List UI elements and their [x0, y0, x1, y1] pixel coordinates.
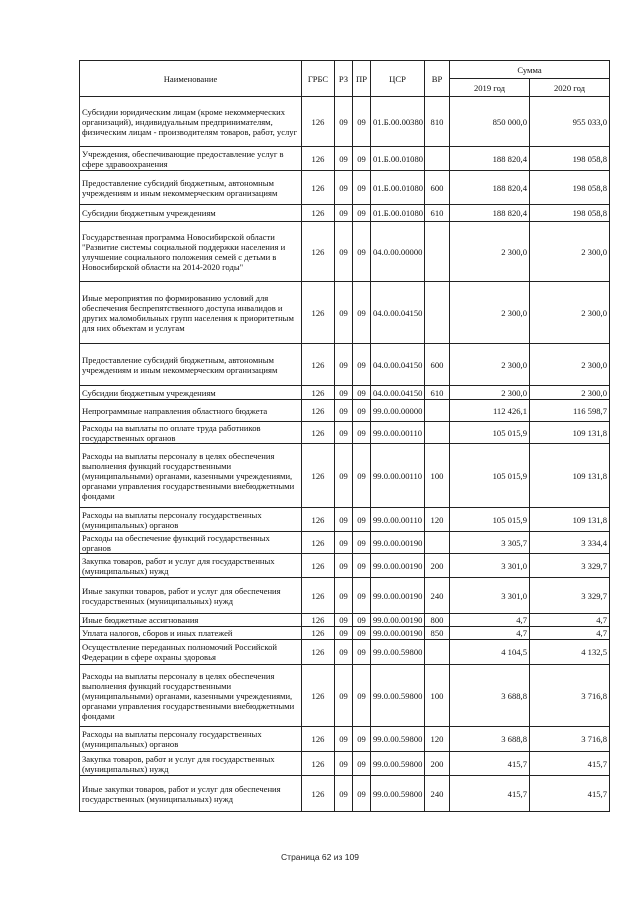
cell-2020: 955 033,0 [530, 97, 610, 147]
table-row [80, 532, 610, 554]
cell-2019: 415,7 [450, 776, 530, 812]
cell-csr: 99.0.00.00190 [371, 532, 425, 554]
cell-name: Непрограммные направления областного бюджета [80, 400, 302, 422]
cell-csr: 04.0.00.04150 [371, 386, 425, 400]
cell-2019: 3 301,0 [450, 578, 530, 614]
cell-grbs: 126 [302, 205, 335, 222]
table-row [80, 147, 610, 171]
cell-rz: 09 [335, 532, 353, 554]
cell-name: Субсидии бюджетным учреждениям [80, 205, 302, 222]
budget-table [79, 60, 610, 812]
header-vr: ВР [425, 61, 450, 97]
cell-grbs: 126 [302, 147, 335, 171]
cell-pr: 09 [353, 578, 371, 614]
page-number: Страница 62 из 109 [281, 852, 359, 862]
table-row [80, 400, 610, 422]
cell-vr: 600 [425, 171, 450, 205]
cell-csr: 99.0.00.00000 [371, 400, 425, 422]
cell-2019: 3 688,8 [450, 665, 530, 727]
cell-csr: 04.0.00.00000 [371, 222, 425, 282]
cell-pr: 09 [353, 752, 371, 776]
cell-rz: 09 [335, 171, 353, 205]
table-row [80, 97, 610, 147]
cell-pr: 09 [353, 422, 371, 444]
cell-rz: 09 [335, 640, 353, 665]
cell-2019: 3 301,0 [450, 554, 530, 578]
cell-2019: 105 015,9 [450, 422, 530, 444]
cell-csr: 99.0.00.00190 [371, 627, 425, 640]
cell-2019: 112 426,1 [450, 400, 530, 422]
table-row [80, 205, 610, 222]
table-row [80, 422, 610, 444]
cell-rz: 09 [335, 627, 353, 640]
cell-rz: 09 [335, 444, 353, 508]
cell-2019: 4,7 [450, 614, 530, 627]
cell-vr: 200 [425, 752, 450, 776]
cell-rz: 09 [335, 400, 353, 422]
table-row [80, 171, 610, 205]
cell-2019: 4 104,5 [450, 640, 530, 665]
cell-2020: 109 131,8 [530, 422, 610, 444]
cell-rz: 09 [335, 727, 353, 752]
cell-2020: 4 132,5 [530, 640, 610, 665]
cell-csr: 99.0.00.00190 [371, 614, 425, 627]
cell-pr: 09 [353, 640, 371, 665]
cell-pr: 09 [353, 147, 371, 171]
cell-2019: 105 015,9 [450, 444, 530, 508]
cell-name: Закупка товаров, работ и услуг для государственных (муниципальных) нужд [80, 554, 302, 578]
cell-2020: 2 300,0 [530, 386, 610, 400]
cell-vr [425, 222, 450, 282]
cell-rz: 09 [335, 614, 353, 627]
cell-grbs: 126 [302, 752, 335, 776]
cell-pr: 09 [353, 386, 371, 400]
table-row [80, 508, 610, 532]
cell-vr: 800 [425, 614, 450, 627]
cell-pr: 09 [353, 727, 371, 752]
cell-name: Закупка товаров, работ и услуг для государственных (муниципальных) нужд [80, 752, 302, 776]
cell-2020: 3 716,8 [530, 727, 610, 752]
cell-pr: 09 [353, 627, 371, 640]
cell-2019: 2 300,0 [450, 344, 530, 386]
cell-grbs: 126 [302, 400, 335, 422]
cell-2020: 4,7 [530, 614, 610, 627]
cell-csr: 99.0.00.59800 [371, 776, 425, 812]
cell-vr: 600 [425, 344, 450, 386]
cell-2020: 3 329,7 [530, 578, 610, 614]
cell-rz: 09 [335, 578, 353, 614]
header-csr: ЦСР [371, 61, 425, 97]
table-row [80, 752, 610, 776]
cell-name: Расходы на выплаты персоналу в целях обеспечения выполнения функций государственными (муниципальными) органами, казенными учреждениями, органами управления государственными внебюджетными фондами [80, 665, 302, 727]
cell-name: Расходы на обеспечение функций государственных органов [80, 532, 302, 554]
cell-grbs: 126 [302, 97, 335, 147]
cell-grbs: 126 [302, 665, 335, 727]
cell-rz: 09 [335, 554, 353, 578]
table-row [80, 627, 610, 640]
cell-pr: 09 [353, 776, 371, 812]
cell-grbs: 126 [302, 386, 335, 400]
cell-2019: 2 300,0 [450, 282, 530, 344]
cell-name: Иные мероприятия по формированию условий для обеспечения беспрепятственного доступа инвалидов и других маломобильных групп населения к приоритетным для них объектам и услугам [80, 282, 302, 344]
cell-grbs: 126 [302, 222, 335, 282]
cell-name: Государственная программа Новосибирской области "Развитие системы социальной поддержки населения и улучшение социального положения семей с детьми в Новосибирской области на 2014-2020 годы" [80, 222, 302, 282]
cell-rz: 09 [335, 97, 353, 147]
cell-name: Предоставление субсидий бюджетным, автономным учреждениям и иным некоммерческим организациям [80, 171, 302, 205]
cell-name: Учреждения, обеспечивающие предоставление услуг в сфере здравоохранения [80, 147, 302, 171]
cell-csr: 01.Б.00.00380 [371, 97, 425, 147]
cell-pr: 09 [353, 97, 371, 147]
cell-pr: 09 [353, 282, 371, 344]
cell-name: Субсидии юридическим лицам (кроме некоммерческих организаций), индивидуальным предпринимателям, физическим лицам - производителям товаров, работ, услуг [80, 97, 302, 147]
table-row [80, 578, 610, 614]
cell-2019: 4,7 [450, 627, 530, 640]
cell-grbs: 126 [302, 627, 335, 640]
cell-pr: 09 [353, 508, 371, 532]
cell-csr: 99.0.00.59800 [371, 752, 425, 776]
cell-rz: 09 [335, 665, 353, 727]
cell-vr [425, 147, 450, 171]
cell-vr [425, 640, 450, 665]
header-rz: РЗ [335, 61, 353, 97]
cell-vr: 240 [425, 578, 450, 614]
table-row [80, 640, 610, 665]
cell-vr: 100 [425, 444, 450, 508]
header-2020: 2020 год [530, 79, 610, 97]
cell-pr: 09 [353, 665, 371, 727]
cell-2019: 2 300,0 [450, 222, 530, 282]
cell-2020: 415,7 [530, 776, 610, 812]
cell-2020: 415,7 [530, 752, 610, 776]
cell-rz: 09 [335, 776, 353, 812]
cell-2019: 3 688,8 [450, 727, 530, 752]
cell-csr: 01.Б.00.01080 [371, 205, 425, 222]
table-row [80, 222, 610, 282]
cell-2020: 198 058,8 [530, 205, 610, 222]
table-row [80, 665, 610, 727]
cell-2019: 188 820,4 [450, 205, 530, 222]
cell-grbs: 126 [302, 578, 335, 614]
cell-csr: 99.0.00.00190 [371, 578, 425, 614]
cell-2020: 109 131,8 [530, 508, 610, 532]
cell-vr [425, 422, 450, 444]
cell-2020: 2 300,0 [530, 282, 610, 344]
cell-2019: 850 000,0 [450, 97, 530, 147]
table-row [80, 444, 610, 508]
cell-vr: 100 [425, 665, 450, 727]
cell-vr [425, 400, 450, 422]
cell-grbs: 126 [302, 727, 335, 752]
header-2019: 2019 год [450, 79, 530, 97]
cell-pr: 09 [353, 344, 371, 386]
cell-csr: 01.Б.00.01080 [371, 171, 425, 205]
cell-grbs: 126 [302, 422, 335, 444]
cell-2020: 198 058,8 [530, 171, 610, 205]
cell-vr: 810 [425, 97, 450, 147]
cell-grbs: 126 [302, 282, 335, 344]
cell-pr: 09 [353, 205, 371, 222]
cell-2020: 198 058,8 [530, 147, 610, 171]
cell-pr: 09 [353, 444, 371, 508]
cell-csr: 01.Б.00.01080 [371, 147, 425, 171]
cell-pr: 09 [353, 614, 371, 627]
cell-vr [425, 282, 450, 344]
cell-name: Предоставление субсидий бюджетным, автономным учреждениям и иным некоммерческим организациям [80, 344, 302, 386]
cell-2019: 2 300,0 [450, 386, 530, 400]
cell-vr: 120 [425, 508, 450, 532]
cell-name: Расходы на выплаты персоналу в целях обеспечения выполнения функций государственными (муниципальными) органами, казенными учреждениями, органами управления государственными внебюджетными фондами [80, 444, 302, 508]
cell-csr: 04.0.00.04150 [371, 344, 425, 386]
cell-rz: 09 [335, 386, 353, 400]
header-sum: Сумма [450, 61, 610, 79]
cell-name: Иные закупки товаров, работ и услуг для обеспечения государственных (муниципальных) нужд [80, 776, 302, 812]
cell-csr: 99.0.00.00110 [371, 422, 425, 444]
table-row [80, 776, 610, 812]
header-pr: ПР [353, 61, 371, 97]
cell-grbs: 126 [302, 344, 335, 386]
cell-rz: 09 [335, 147, 353, 171]
table-body [80, 97, 610, 812]
cell-csr: 99.0.00.59800 [371, 665, 425, 727]
cell-2020: 2 300,0 [530, 222, 610, 282]
cell-csr: 99.0.00.59800 [371, 640, 425, 665]
cell-pr: 09 [353, 171, 371, 205]
cell-2019: 188 820,4 [450, 171, 530, 205]
cell-rz: 09 [335, 422, 353, 444]
cell-csr: 99.0.00.00190 [371, 554, 425, 578]
cell-vr: 200 [425, 554, 450, 578]
cell-2020: 109 131,8 [530, 444, 610, 508]
cell-2019: 3 305,7 [450, 532, 530, 554]
cell-rz: 09 [335, 752, 353, 776]
cell-vr: 120 [425, 727, 450, 752]
cell-2019: 105 015,9 [450, 508, 530, 532]
table-row [80, 554, 610, 578]
table-row [80, 282, 610, 344]
cell-grbs: 126 [302, 640, 335, 665]
cell-grbs: 126 [302, 444, 335, 508]
cell-name: Расходы на выплаты по оплате труда работников государственных органов [80, 422, 302, 444]
cell-name: Расходы на выплаты персоналу государственных (муниципальных) органов [80, 727, 302, 752]
cell-csr: 99.0.00.00110 [371, 444, 425, 508]
cell-csr: 99.0.00.59800 [371, 727, 425, 752]
cell-name: Иные бюджетные ассигнования [80, 614, 302, 627]
cell-pr: 09 [353, 554, 371, 578]
cell-csr: 04.0.00.04150 [371, 282, 425, 344]
cell-name: Субсидии бюджетным учреждениям [80, 386, 302, 400]
cell-rz: 09 [335, 222, 353, 282]
cell-grbs: 126 [302, 554, 335, 578]
cell-2020: 116 598,7 [530, 400, 610, 422]
cell-2020: 3 716,8 [530, 665, 610, 727]
cell-rz: 09 [335, 205, 353, 222]
cell-vr: 610 [425, 205, 450, 222]
cell-grbs: 126 [302, 776, 335, 812]
cell-name: Иные закупки товаров, работ и услуг для обеспечения государственных (муниципальных) нужд [80, 578, 302, 614]
cell-2019: 188 820,4 [450, 147, 530, 171]
cell-grbs: 126 [302, 614, 335, 627]
cell-2019: 415,7 [450, 752, 530, 776]
cell-2020: 2 300,0 [530, 344, 610, 386]
cell-vr: 610 [425, 386, 450, 400]
cell-2020: 3 334,4 [530, 532, 610, 554]
cell-name: Уплата налогов, сборов и иных платежей [80, 627, 302, 640]
header-grbs: ГРБС [302, 61, 335, 97]
cell-csr: 99.0.00.00110 [371, 508, 425, 532]
cell-rz: 09 [335, 282, 353, 344]
cell-rz: 09 [335, 344, 353, 386]
cell-name: Осуществление переданных полномочий Российской Федерации в сфере охраны здоровья [80, 640, 302, 665]
table-row [80, 614, 610, 627]
table-row [80, 727, 610, 752]
cell-name: Расходы на выплаты персоналу государственных (муниципальных) органов [80, 508, 302, 532]
cell-grbs: 126 [302, 171, 335, 205]
cell-grbs: 126 [302, 532, 335, 554]
table-row [80, 386, 610, 400]
cell-grbs: 126 [302, 508, 335, 532]
cell-pr: 09 [353, 400, 371, 422]
cell-pr: 09 [353, 222, 371, 282]
header-name: Наименование [80, 61, 302, 97]
cell-pr: 09 [353, 532, 371, 554]
cell-2020: 3 329,7 [530, 554, 610, 578]
cell-rz: 09 [335, 508, 353, 532]
cell-vr: 240 [425, 776, 450, 812]
cell-vr: 850 [425, 627, 450, 640]
cell-vr [425, 532, 450, 554]
cell-2020: 4,7 [530, 627, 610, 640]
table-row [80, 344, 610, 386]
